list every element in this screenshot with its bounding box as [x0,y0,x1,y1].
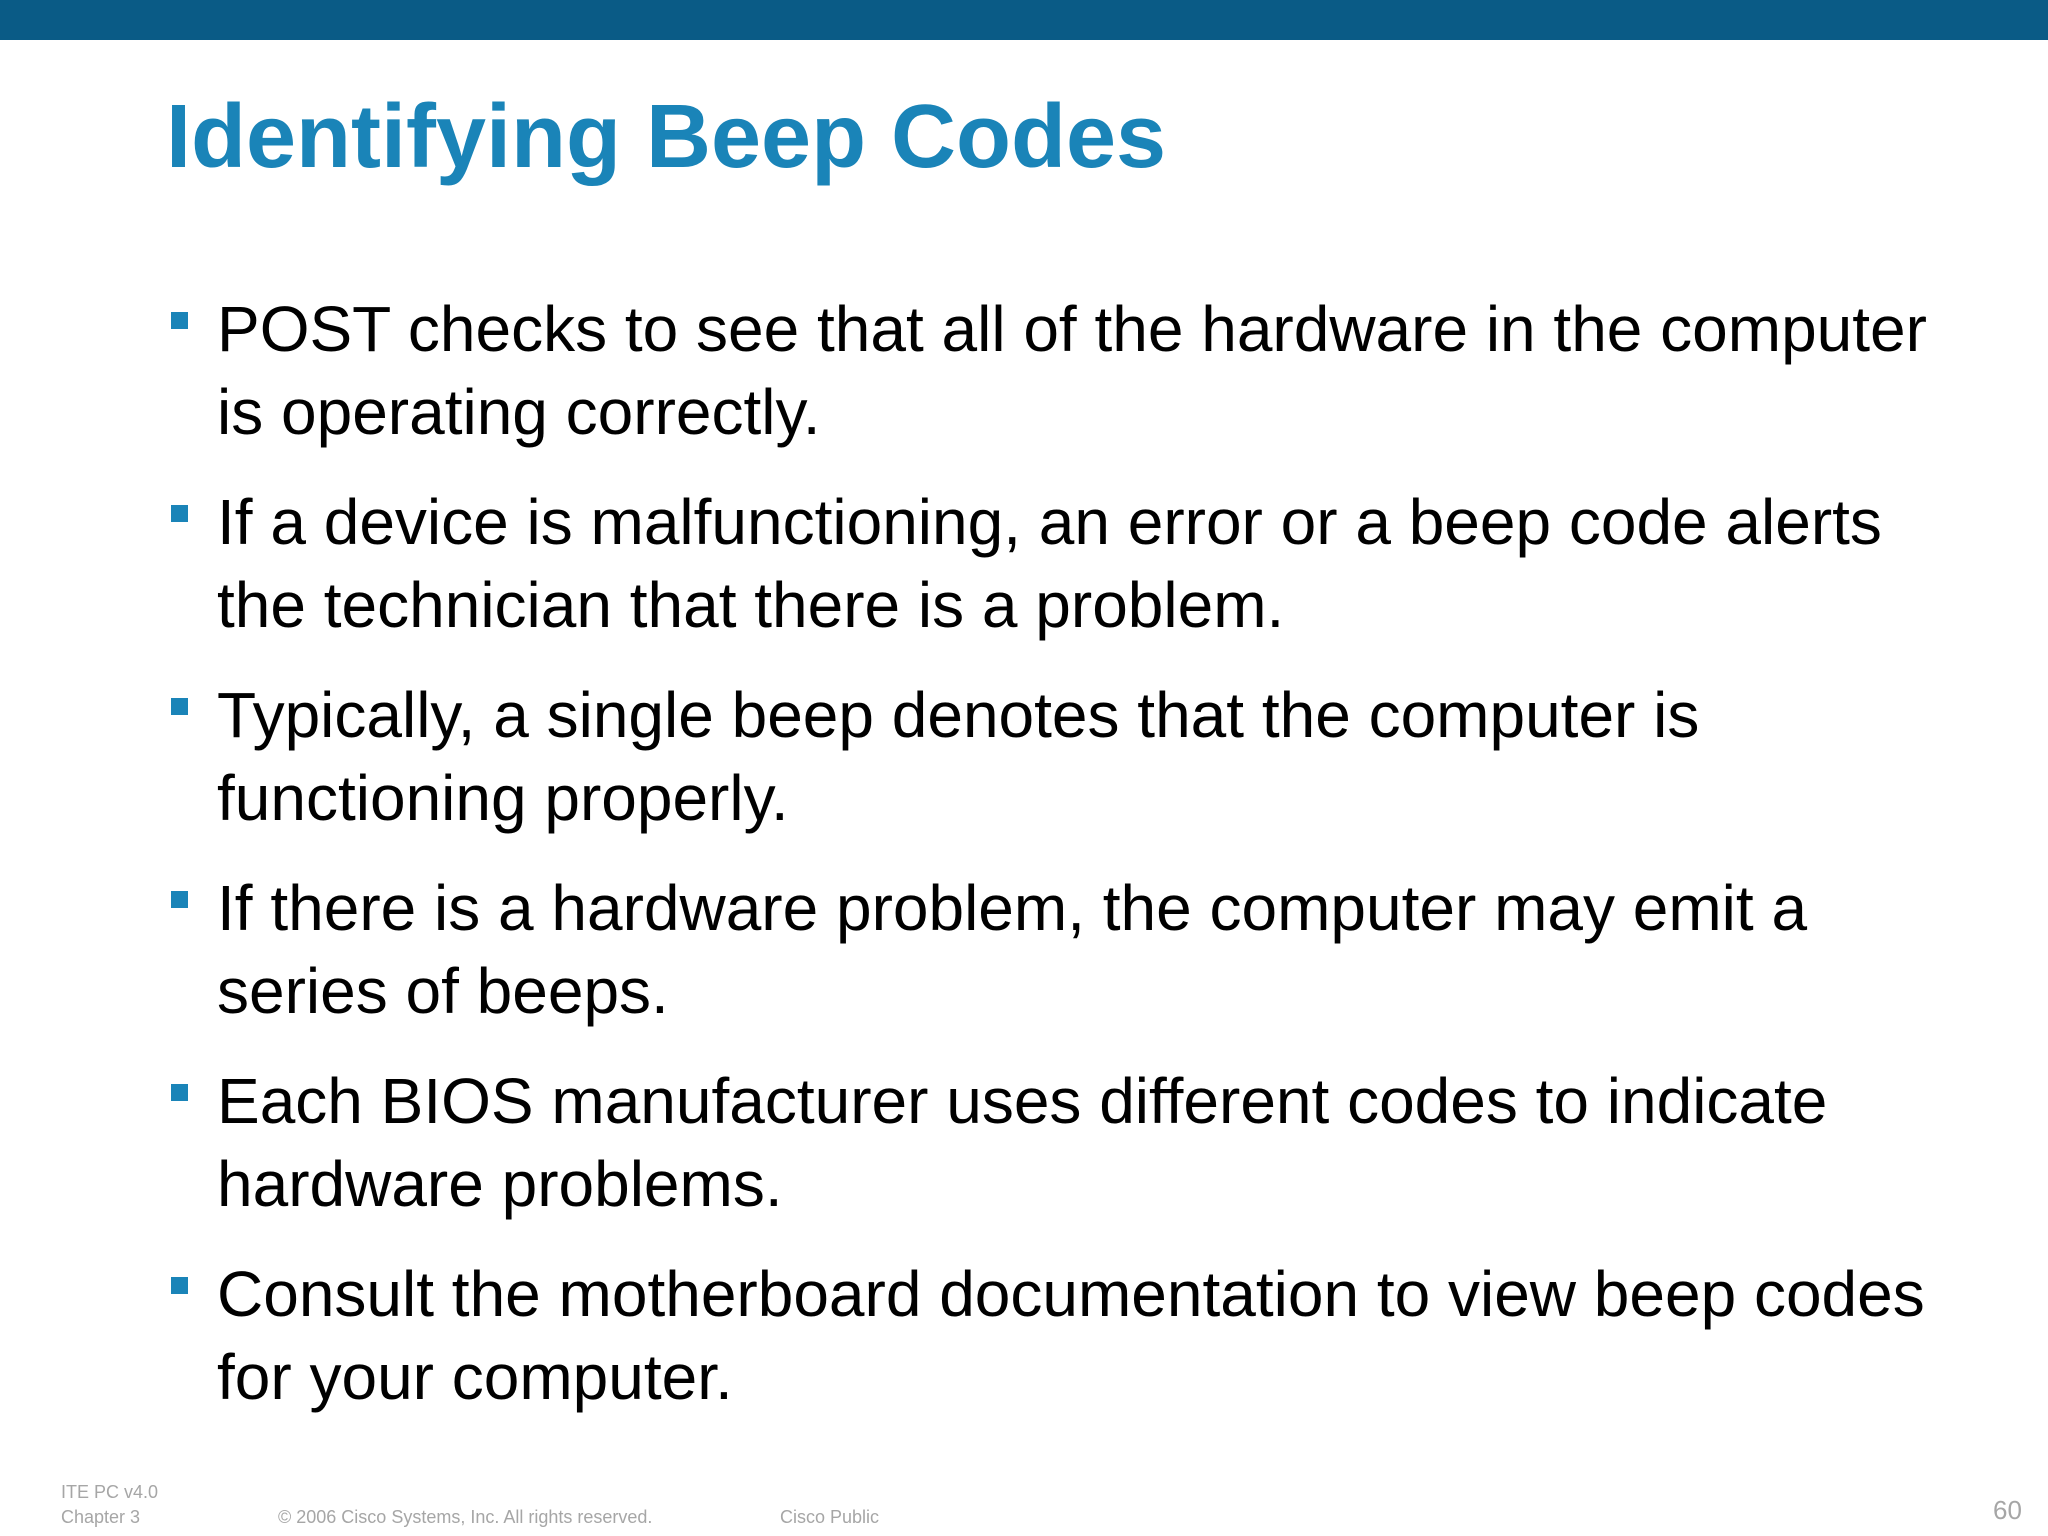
bullet-text: Each BIOS manufacturer uses different codes to indicate hardware problems. [217,1065,1828,1220]
footer-course: ITE PC v4.0 [61,1482,159,1502]
bullet-item [168,1060,1948,1226]
square-bullet-icon [171,505,188,522]
slide-title: Identifying Beep Codes [166,87,1167,187]
square-bullet-icon [171,1084,188,1101]
square-bullet-icon [171,1277,188,1294]
square-bullet-icon [171,891,188,908]
bullet-item [168,867,1948,1033]
top-banner [0,0,2048,40]
bullet-item [168,674,1948,840]
bullet-text: If there is a hardware problem, the computer may emit a series of beeps. [217,872,1808,1027]
bullet-item [168,481,1948,647]
bullet-item [168,288,1948,454]
bullet-text: POST checks to see that all of the hardware in the computer is operating correctly. [217,293,1927,448]
footer-chapter: Chapter 3 [61,1507,141,1527]
square-bullet-icon [171,698,188,715]
bullet-text: Typically, a single beep denotes that the computer is functioning properly. [217,679,1700,834]
bullet-item [168,1253,1948,1419]
bullet-text: Consult the motherboard documentation to view beep codes for your computer. [217,1258,1925,1413]
footer-classification: Cisco Public [780,1507,880,1527]
bullet-text: If a device is malfunctioning, an error or a beep code alerts the technician that there is a problem. [217,486,1882,641]
square-bullet-icon [171,312,188,329]
footer-copyright: © 2006 Cisco Systems, Inc. All rights reserved. [278,1507,653,1527]
page-number: 60 [1993,1495,2022,1525]
bullet-list [168,288,1948,1446]
